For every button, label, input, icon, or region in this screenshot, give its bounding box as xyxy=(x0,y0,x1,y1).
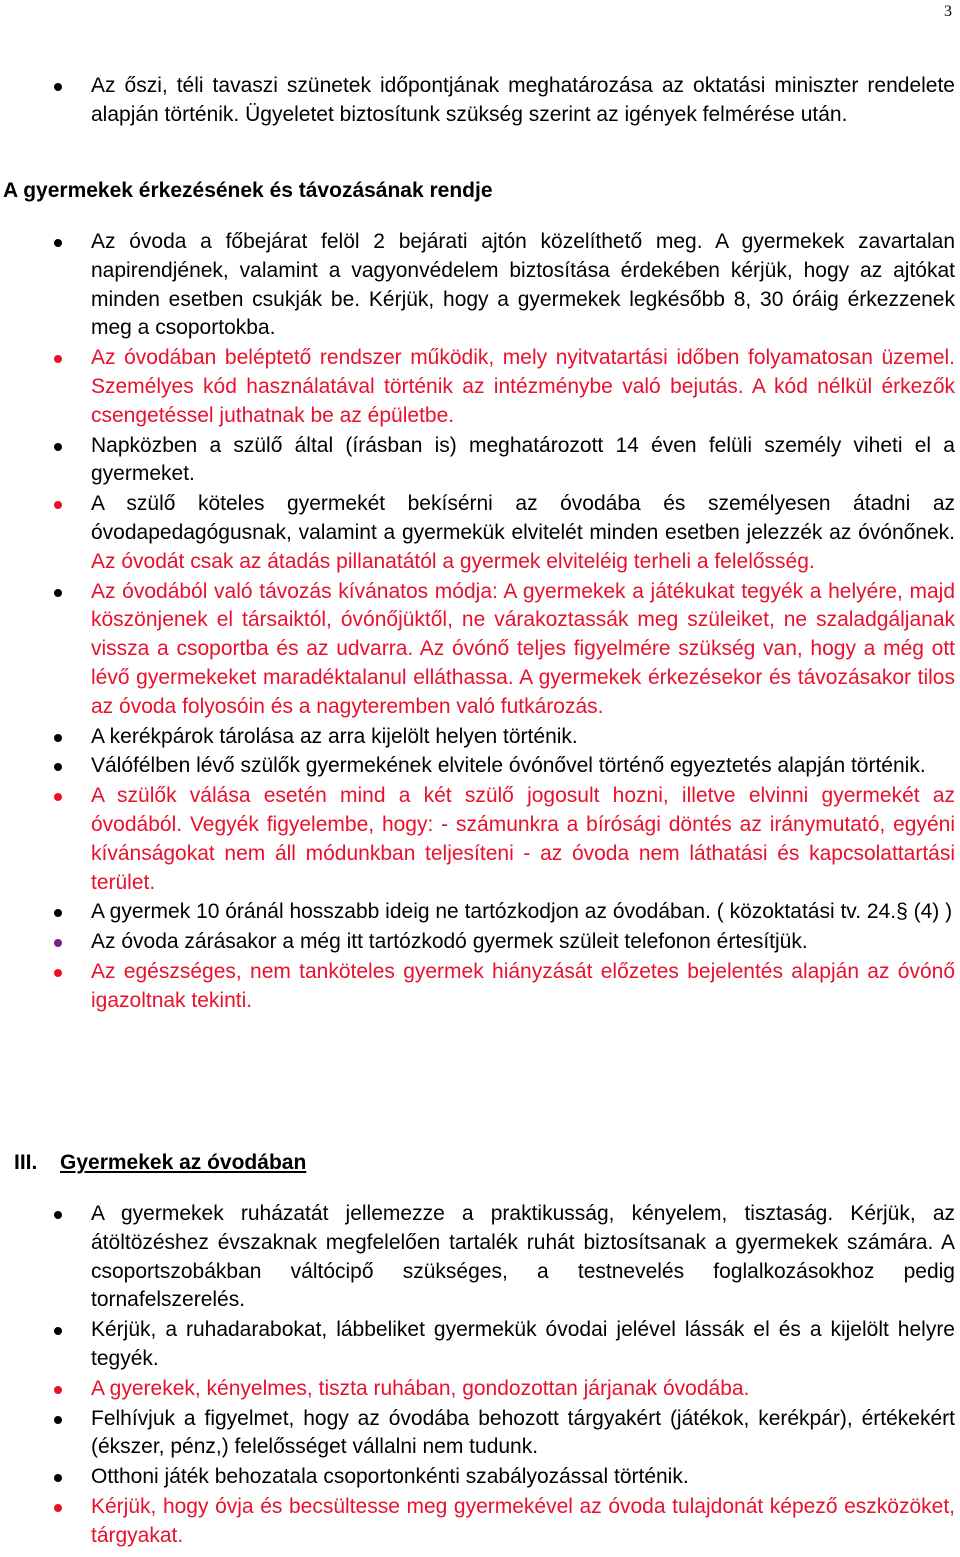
list-item xyxy=(0,1405,960,1463)
bullet-dot-icon xyxy=(54,501,62,509)
list-item-text: A gyermekek ruházatát jellemezze a praktikusság, kényelem, tisztaság. Kérjük, az átöltözéshez évszaknak megfelelően tartalék ruhát biztosítsanak a gyermekek számára. A csoportszobákban váltócipő szükséges, a testnevelés foglalkozásokhoz pedig tornafelszerelés. xyxy=(91,1202,955,1312)
list-item-text: Kérjük, a ruhadarabokat, lábbeliket gyermekük óvodai jelével lássák el és a kijelölt helyre tegyék. xyxy=(91,1318,955,1370)
list-item xyxy=(0,344,960,430)
bullet-dot-icon xyxy=(54,939,62,947)
bullet-dot-icon xyxy=(54,1416,62,1424)
list-item-text: Az óvoda zárásakor a még itt tartózkodó gyermek szüleit telefonon értesítjük. xyxy=(91,930,808,954)
list-item xyxy=(0,928,960,957)
list-item xyxy=(0,782,960,897)
list-item-text: A szülők válása esetén mind a két szülő jogosult hozni, illetve elvinni gyermekét az óvodából. Vegyék figyelembe, hogy: - számunkra a bírósági döntés az iránymutató, egyéni kívánságokat nem áll módunkban teljesíteni - az óvoda nem láthatási és kapcsolattartási terület. xyxy=(91,784,955,894)
bullet-dot-icon xyxy=(54,1474,62,1482)
bullet-dot-icon xyxy=(54,443,62,451)
bullet-dot-icon xyxy=(54,1327,62,1335)
bullet-dot-icon xyxy=(54,1504,62,1512)
bullet-dot-icon xyxy=(54,1211,62,1219)
bullet-dot-icon xyxy=(54,734,62,742)
section-heading xyxy=(14,1151,306,1175)
list-item-text: Felhívjuk a figyelmet, hogy az óvodába behozott tárgyakért (játékok, kerékpár), értékekért (ékszer, pénz,) felelősséget vállalni nem tudunk. xyxy=(91,1406,955,1459)
list-item-text: A gyerekek, kényelmes, tiszta ruhában, gondozottan járjanak óvodába. xyxy=(91,1376,750,1400)
list-item xyxy=(0,1200,960,1315)
bullet-dot-icon xyxy=(54,909,62,917)
heading-arrival-departure: A gyermekek érkezésének és távozásának rendje xyxy=(3,179,493,202)
bullet-dot-icon xyxy=(54,1386,62,1394)
page-number: 3 xyxy=(944,3,952,20)
bullet-dot-icon xyxy=(54,83,62,91)
section-title: Gyermekek az óvodában xyxy=(60,1151,307,1174)
list-item-text: Az egészséges, nem tanköteles gyermek hiányzását előzetes bejelentés alapján az óvónő igazoltnak tekinti. xyxy=(91,959,955,1012)
bullet-dot-icon xyxy=(54,355,62,363)
list-item xyxy=(0,578,960,722)
list-item-text: Az óvodát csak az átadás pillanatától a gyermek elviteléig terheli a felelősség. xyxy=(91,549,815,573)
list-item-text: Válófélben lévő szülők gyermekének elvitele óvónővel történő egyeztetés alapján történik. xyxy=(91,754,926,778)
list-item xyxy=(0,1316,960,1374)
list-item xyxy=(0,432,960,490)
bullet-dot-icon xyxy=(54,763,62,771)
bullet-list-arrival xyxy=(0,228,960,1017)
list-item xyxy=(0,228,960,343)
list-item-text: Az óvodából való távozás kívánatos módja: A gyermekek a játékukat tegyék a helyére, majd köszönjenek el társaiktól, óvónőjüktől, ne várakoztassák meg szüleiket, ne szaladgáljanak vissza a csoportba és az udvarra. Az óvónő teljes figyelmére szükség van, hogy a még ott lévő gyermekeket maradéktalanul elláthassa. A gyermekek érkezésekor és távozásakor tilos az óvoda folyosóin és a nagyteremben való futkározás. xyxy=(91,579,955,718)
list-item xyxy=(0,958,960,1016)
list-item-text: Az óvodában beléptető rendszer működik, mely nyitvatartási időben folyamatosan üzemel. Személyes kód használatával történik az intézménybe való bejutás. A kód nélkül érkezők csengetéssel juthatnak be az épületbe. xyxy=(91,346,955,427)
bullet-list-breaks xyxy=(0,72,960,131)
list-item xyxy=(0,72,960,130)
list-item-text: Az óvoda a főbejárat felöl 2 bejárati ajtón közelíthető meg. A gyermekek zavartalan napirendjének, valamint a vagyonvédelem biztosítása érdekében kérjük, hogy az ajtókat minden esetben csukják be. Kérjük, hogy a gyermekek legkésőbb 8, 30 óráig érkezzenek meg a csoportokba. xyxy=(91,230,955,340)
list-item-text: A gyermek 10 óránál hosszabb ideig ne tartózkodjon az óvodában. ( közoktatási tv. 24.§ (4) ) xyxy=(91,900,953,924)
list-item xyxy=(0,723,960,752)
list-item xyxy=(0,490,960,576)
list-item-text: A szülő köteles gyermekét bekísérni az óvodába és személyesen átadni az óvodapedagógusnak, valamint a gyermekük elvitelét minden esetben jelezzék az óvónőnek. xyxy=(91,492,955,544)
list-item-text: Kérjük, hogy óvja és becsültesse meg gyermekével az óvoda tulajdonát képező eszközöket, tárgyakat. xyxy=(91,1494,955,1547)
bullet-list-children xyxy=(0,1200,960,1552)
bullet-dot-icon xyxy=(54,793,62,801)
list-item-text: Otthoni játék behozatala csoportonkénti szabályozással történik. xyxy=(91,1465,689,1489)
bullet-dot-icon xyxy=(54,589,62,597)
list-item-text: A kerékpárok tárolása az arra kijelölt helyen történik. xyxy=(91,724,578,748)
list-item xyxy=(0,1463,960,1492)
list-item xyxy=(0,898,960,927)
bullet-dot-icon xyxy=(54,969,62,977)
list-item xyxy=(0,752,960,781)
list-item-text: Az őszi, téli tavaszi szünetek időpontjának meghatározása az oktatási miniszter rendelete alapján történik. Ügyeletet biztosítunk szükség szerint az igények felmérése után. xyxy=(91,74,955,126)
list-item-text: Napközben a szülő által (írásban is) meghatározott 14 éven felüli személy viheti el a gyermeket. xyxy=(91,433,955,486)
bullet-dot-icon xyxy=(54,239,62,247)
section-number: III. xyxy=(14,1151,38,1174)
list-item xyxy=(0,1375,960,1404)
list-item xyxy=(0,1493,960,1551)
